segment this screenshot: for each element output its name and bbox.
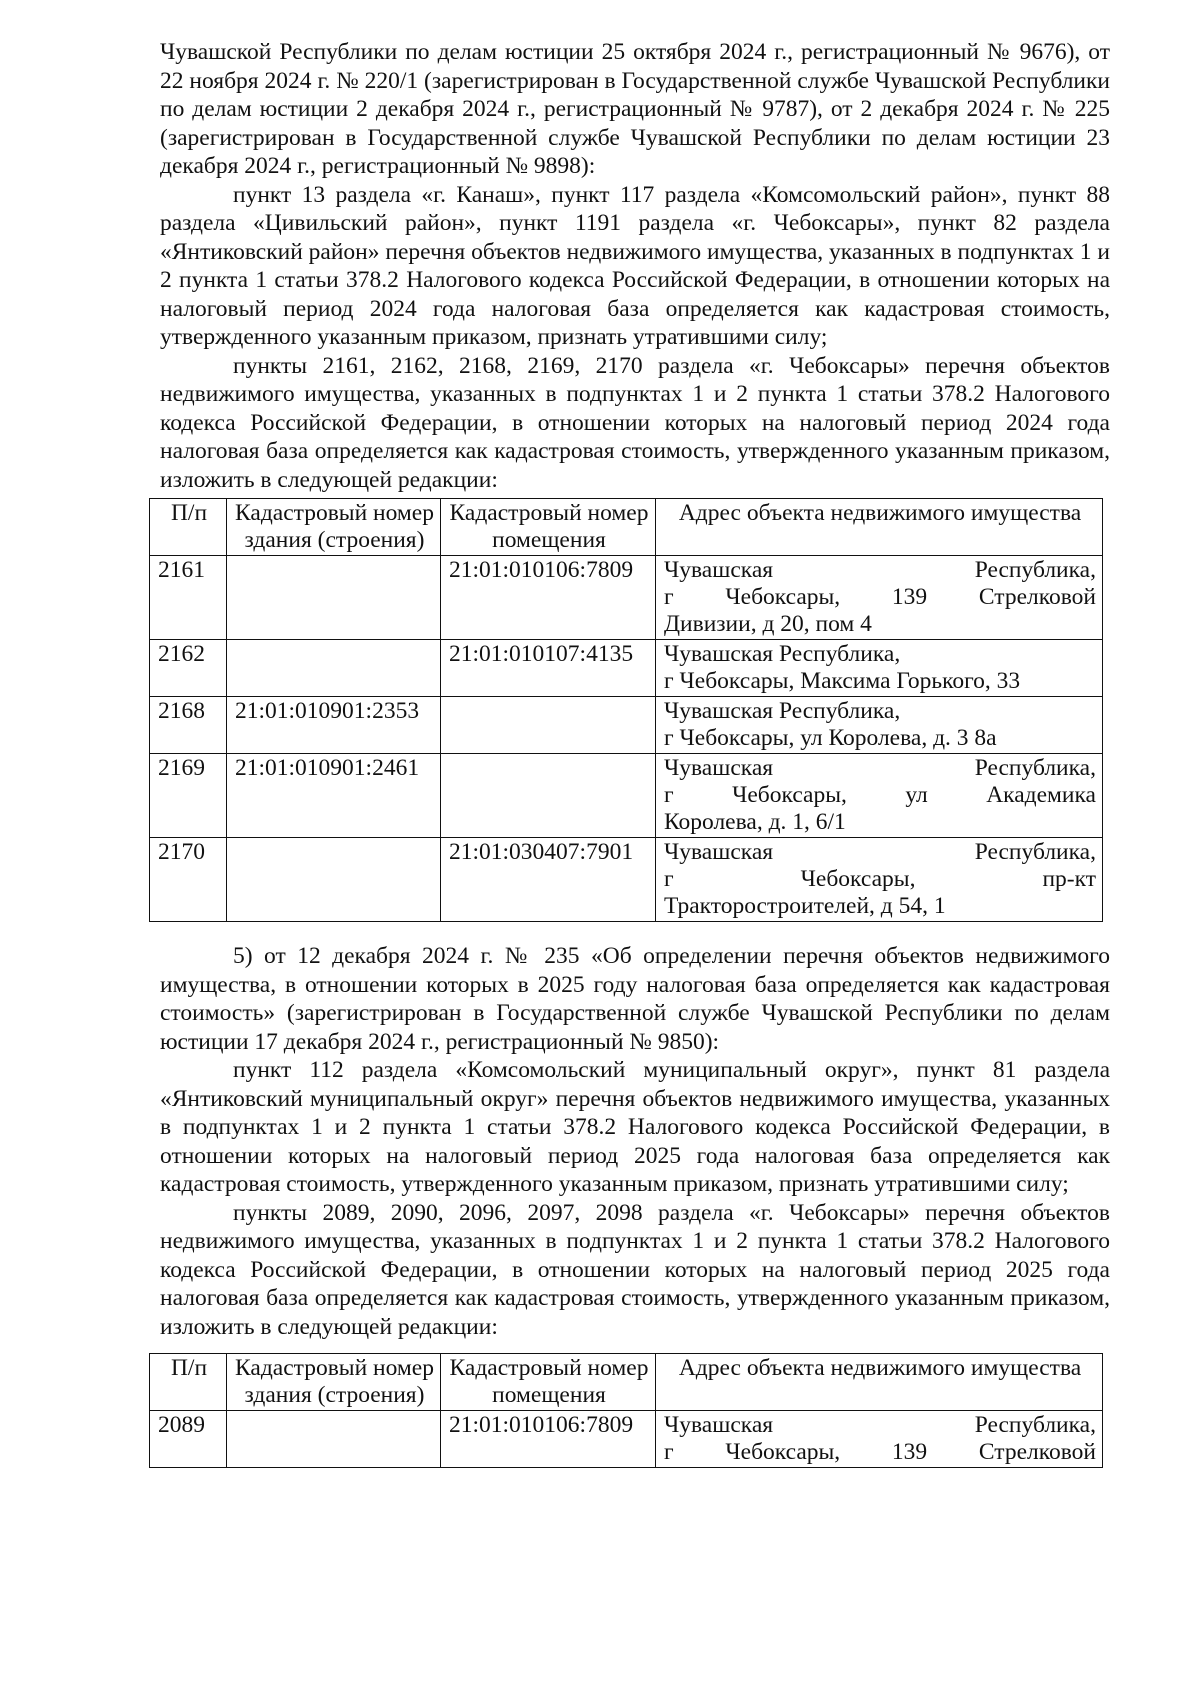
header-num: П/п — [150, 499, 227, 556]
cell-building: 21:01:010901:2353 — [227, 697, 441, 754]
paragraph-amend-2024: пункты 2161, 2162, 2168, 2169, 2170 раздела «г. Чебоксары» перечня объектов недвижимого имущества, указанных в подпунктах 1 и 2 пункта 1 статьи 378.2 Налогового кодекса Российской Федерации, в отношении которых на налоговый период 2024 года налоговая база определяется как кадастровая стоимость, утвержденного указанным приказом, изложить в следующей редакции: — [160, 352, 1110, 493]
table-row — [150, 697, 1103, 754]
cell-room: 21:01:030407:7901 — [441, 838, 656, 922]
address-line: г Чебоксары, 139 Стрелковой — [664, 1439, 1096, 1465]
table-row — [150, 754, 1103, 838]
property-table-2025 — [149, 1353, 1103, 1468]
cell-num: 2089 — [150, 1411, 227, 1468]
header-address: Адрес объекта недвижимого имущества — [656, 499, 1103, 556]
cell-address — [656, 838, 1103, 922]
table-row — [150, 556, 1103, 640]
cell-building — [227, 838, 441, 922]
header-room-cadastral: Кадастровый номер помещения — [441, 499, 656, 556]
address-line: Чувашская Республика, — [664, 641, 901, 667]
cell-room: 21:01:010106:7809 — [441, 556, 656, 640]
cell-address — [656, 697, 1103, 754]
header-room-cadastral: Кадастровый номер помещения — [441, 1354, 656, 1411]
table-row — [150, 640, 1103, 697]
cell-building: 21:01:010901:2461 — [227, 754, 441, 838]
cell-num: 2170 — [150, 838, 227, 922]
table-row — [150, 1411, 1103, 1468]
header-address: Адрес объекта недвижимого имущества — [656, 1354, 1103, 1411]
paragraph-registration-continued: Чувашской Республики по делам юстиции 25 октября 2024 г., регистрационный № 9676), от 22 ноября 2024 г. № 220/1 (зарегистрирован в Государственной службе Чувашской Республики по делам юстиции 2 декабря 2024 г., регистрационный № 9787), от 2 декабря 2024 г. № 225 (зарегистрирован в Государственной службе Чувашской Республики по делам юстиции 23 декабря 2024 г., регистрационный № 9898): — [160, 39, 1110, 179]
cell-room — [441, 754, 656, 838]
cell-address — [656, 754, 1103, 838]
cell-building — [227, 556, 441, 640]
table-header-row — [150, 1354, 1103, 1411]
cell-building — [227, 640, 441, 697]
address-line: Чувашская Республика, — [664, 698, 901, 724]
paragraph-repeal-2025: пункт 112 раздела «Комсомольский муниципальный округ», пункт 81 раздела «Янтиковский муниципальный округ» перечня объектов недвижимого имущества, указанных в подпунктах 1 и 2 пункта 1 статьи 378.2 Налогового кодекса Российской Федерации, в отношении которых на налоговый период 2025 года налоговая база определяется как кадастровая стоимость, утвержденного указанным приказом, признать утратившими силу; — [160, 1057, 1110, 1197]
cell-room — [441, 697, 656, 754]
address-line: г Чебоксары, ул Королева, д. 3 8а — [664, 725, 997, 751]
table-header-row — [150, 499, 1103, 556]
cell-num: 2161 — [150, 556, 227, 640]
address-line: Королева, д. 1, 6/1 — [664, 809, 846, 835]
cell-address — [656, 640, 1103, 697]
address-line: Чувашская Республика, — [664, 1412, 1096, 1438]
paragraph-amend-2025: пункты 2089, 2090, 2096, 2097, 2098 раздела «г. Чебоксары» перечня объектов недвижимого имущества, указанных в подпунктах 1 и 2 пункта 1 статьи 378.2 Налогового кодекса Российской Федерации, в отношении которых на налоговый период 2025 года налоговая база определяется как кадастровая стоимость, утвержденного указанным приказом, изложить в следующей редакции: — [160, 1199, 1110, 1340]
cell-num: 2168 — [150, 697, 227, 754]
cell-num: 2162 — [150, 640, 227, 697]
table-row — [150, 838, 1103, 922]
header-building-cadastral: Кадастровый номер здания (строения) — [227, 1354, 441, 1411]
document-page — [160, 38, 1110, 1468]
address-line: г Чебоксары, ул Академика — [664, 782, 1096, 808]
address-line: Чувашская Республика, — [664, 755, 1096, 781]
cell-address — [656, 556, 1103, 640]
cell-room: 21:01:010106:7809 — [441, 1411, 656, 1468]
cell-building — [227, 1411, 441, 1468]
address-line: г Чебоксары, Максима Горького, 33 — [664, 668, 1021, 694]
cell-address — [656, 1411, 1103, 1468]
header-building-cadastral: Кадастровый номер здания (строения) — [227, 499, 441, 556]
address-line: Тракторостроителей, д 54, 1 — [664, 893, 946, 919]
paragraph-repeal-2024: пункт 13 раздела «г. Канаш», пункт 117 раздела «Комсомольский район», пункт 88 раздела «Цивильский район», пункт 1191 раздела «г. Чебоксары», пункт 82 раздела «Янтиковский район» перечня объектов недвижимого имущества, указанных в подпунктах 1 и 2 пункта 1 статьи 378.2 Налогового кодекса Российской Федерации, в отношении которых на налоговый период 2024 года налоговая база определяется как кадастровая стоимость, утвержденного указанным приказом, признать утратившими силу; — [160, 181, 1110, 350]
address-line: г Чебоксары, пр-кт — [664, 866, 1096, 892]
property-table-2024 — [149, 498, 1103, 922]
cell-num: 2169 — [150, 754, 227, 838]
address-line: Чувашская Республика, — [664, 557, 1096, 583]
address-line: г Чебоксары, 139 Стрелковой — [664, 584, 1096, 610]
address-line: Чувашская Республика, — [664, 839, 1096, 865]
header-num: П/п — [150, 1354, 227, 1411]
paragraph-order-235: 5) от 12 декабря 2024 г. № 235 «Об определении перечня объектов недвижимого имущества, в отношении которых в 2025 году налоговая база определяется как кадастровая стоимость» (зарегистрирован в Государственной службе Чувашской Республики по делам юстиции 17 декабря 2024 г., регистрационный № 9850): — [160, 943, 1110, 1055]
address-line: Дивизии, д 20, пом 4 — [664, 611, 872, 637]
cell-room: 21:01:010107:4135 — [441, 640, 656, 697]
